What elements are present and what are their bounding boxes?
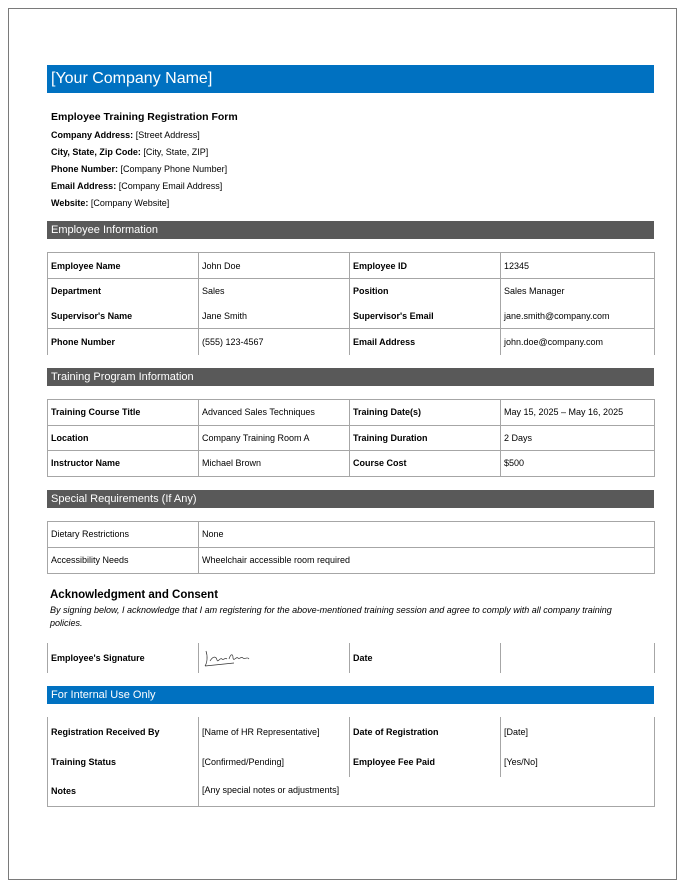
email-address-label: Email Address: [51,181,117,191]
employee-info-table [47,252,655,355]
department-value[interactable]: Sales [199,279,350,304]
department-label: Department [48,279,199,304]
fee-paid-value[interactable]: [Yes/No] [501,747,655,777]
training-info-header: Training Program Information [47,368,654,386]
fee-paid-label: Employee Fee Paid [350,747,501,777]
employee-id-value[interactable]: 12345 [501,253,655,279]
course-title-label: Training Course Title [48,399,199,425]
instructor-label: Instructor Name [48,450,199,476]
website-label: Website: [51,198,89,208]
employee-id-label: Employee ID [350,253,501,279]
signature-label: Employee's Signature [48,643,199,673]
website-line [47,198,654,208]
training-dates-value[interactable]: May 15, 2025 – May 16, 2025 [501,399,655,425]
employee-info-header: Employee Information [47,221,654,239]
course-title-value[interactable]: Advanced Sales Techniques [199,399,350,425]
internal-use-header: For Internal Use Only [47,686,654,704]
registration-date-label: Date of Registration [350,717,501,747]
phone-label: Phone Number [48,329,199,355]
city-state-zip-value: [City, State, ZIP] [143,147,209,157]
training-info-table [47,399,655,477]
supervisor-email-value[interactable]: jane.smith@company.com [501,304,655,329]
acknowledgment-title: Acknowledgment and Consent [50,588,219,601]
supervisor-email-label: Supervisor's Email [350,304,501,329]
table-row [48,425,655,450]
signature-field[interactable] [199,643,350,673]
notes-label: Notes [48,777,199,807]
email-label: Email Address [350,329,501,355]
table-row [48,521,655,547]
position-value[interactable]: Sales Manager [501,279,655,304]
website-value: [Company Website] [90,198,170,208]
notes-table [47,777,655,808]
accessibility-value[interactable]: Wheelchair accessible room required [199,547,655,573]
phone-number-line [47,164,654,174]
company-name-banner: [Your Company Name] [47,65,654,93]
city-state-zip-line [47,147,654,157]
position-label: Position [350,279,501,304]
phone-number-value: [Company Phone Number] [120,164,228,174]
registration-date-value[interactable]: [Date] [501,717,655,747]
supervisor-name-value[interactable]: Jane Smith [199,304,350,329]
training-dates-label: Training Date(s) [350,399,501,425]
table-row [48,717,655,747]
table-row [48,304,655,329]
city-state-zip-label: City, State, Zip Code: [51,147,141,157]
notes-value[interactable]: [Any special notes or adjustments] [199,777,655,807]
table-row [48,253,655,279]
supervisor-name-label: Supervisor's Name [48,304,199,329]
dietary-label: Dietary Restrictions [48,521,199,547]
received-by-value[interactable]: [Name of HR Representative] [199,717,350,747]
table-row [48,450,655,476]
instructor-value[interactable]: Michael Brown [199,450,350,476]
email-address-value: [Company Email Address] [118,181,223,191]
form-content [47,65,654,807]
acknowledgment-text: By signing below, I acknowledge that I am registering for the above-mentioned training session and agree to comply with all company training policies. [50,604,612,628]
location-value[interactable]: Company Training Room A [199,425,350,450]
training-status-value[interactable]: [Confirmed/Pending] [199,747,350,777]
received-by-label: Registration Received By [48,717,199,747]
training-duration-value[interactable]: 2 Days [501,425,655,450]
date-field[interactable] [501,643,655,673]
document-page [8,8,677,880]
signature-table [47,643,655,673]
company-info-block [47,130,654,208]
course-cost-value[interactable]: $500 [501,450,655,476]
training-duration-label: Training Duration [350,425,501,450]
handwritten-signature [202,647,254,669]
table-row [48,547,655,573]
special-requirements-table [47,521,655,574]
table-row [48,643,655,673]
employee-name-value[interactable]: John Doe [199,253,350,279]
date-label: Date [350,643,501,673]
course-cost-label: Course Cost [350,450,501,476]
company-address-line [47,130,654,140]
special-requirements-header: Special Requirements (If Any) [47,490,654,508]
phone-value[interactable]: (555) 123-4567 [199,329,350,355]
table-row [48,777,655,807]
company-address-value: [Street Address] [135,130,200,140]
employee-name-label: Employee Name [48,253,199,279]
table-row [48,747,655,777]
email-value[interactable]: john.doe@company.com [501,329,655,355]
training-status-label: Training Status [48,747,199,777]
table-row [48,399,655,425]
table-row [48,279,655,304]
location-label: Location [48,425,199,450]
accessibility-label: Accessibility Needs [48,547,199,573]
phone-number-label: Phone Number: [51,164,119,174]
form-title: Employee Training Registration Form [51,111,238,123]
company-address-label: Company Address: [51,130,134,140]
internal-use-table [47,717,655,777]
email-address-line [47,181,654,191]
dietary-value[interactable]: None [199,521,655,547]
table-row [48,329,655,355]
